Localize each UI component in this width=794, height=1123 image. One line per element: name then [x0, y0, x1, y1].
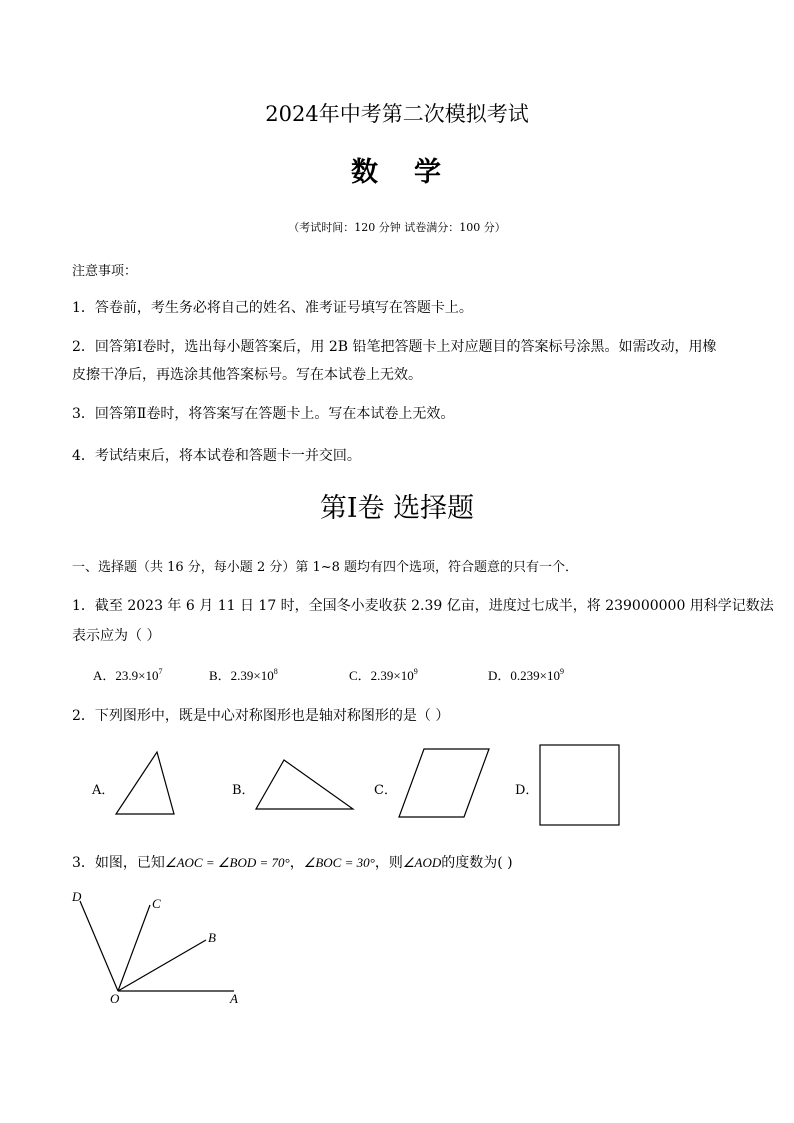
note-item-3: 3．回答第Ⅱ卷时，将答案写在答题卡上。写在本试卷上无效。 [72, 406, 455, 422]
q1-option-d-base: 0.239×10 [510, 668, 560, 683]
q1-option-a-exp: 7 [158, 667, 163, 676]
q2-figure-a-triangle [110, 748, 180, 820]
q3-sep: ， [289, 855, 304, 871]
q3-expr-2: ∠BOC = 30° [303, 855, 375, 870]
q2-figure-c-parallelogram [394, 745, 494, 821]
q1-option-a-label: A． [93, 668, 116, 683]
subject-title [0, 150, 794, 189]
subject-char-1: 数 [351, 157, 380, 188]
ray-od [80, 901, 118, 991]
note-item-1: 1．答卷前，考生务必将自己的姓名、准考证号填写在答题卡上。 [72, 300, 473, 316]
q1-line-2: 表示应为（ ） [72, 628, 161, 644]
ray-oc [118, 905, 150, 991]
point-label-o: O [110, 991, 120, 1006]
q2-option-d-label: D． [515, 783, 539, 798]
q1-option-d-exp: 9 [559, 667, 564, 676]
q3-expr-3: ∠AOD [402, 855, 442, 870]
note-item-2: 2．回答第Ⅰ卷时，选出每小题答案后，用 2B 铅笔把答题卡上对应题目的答案标号涂黑。如需改动，用橡 [72, 339, 717, 355]
section-instruction: 一、选择题（共 16 分，每小题 2 分）第 1~8 题均有四个选项，符合题意的只有一个． [72, 560, 579, 575]
q1-option-d [488, 665, 564, 684]
q1-option-b [209, 665, 278, 684]
q2-figure-d-square [536, 742, 624, 828]
q1-option-b-label: B． [209, 668, 231, 683]
q2-option-a-label: A． [92, 783, 115, 798]
note-item-2-cont: 皮擦干净后，再选涂其他答案标号。写在本试卷上无效。 [72, 367, 422, 383]
exam-title: 2024年中考第二次模拟考试 [265, 102, 529, 126]
q1-option-c-base: 2.39×10 [370, 668, 414, 683]
q2-text: 2．下列图形中，既是中心对称图形也是轴对称图形的是（ ） [72, 708, 450, 724]
q3-suffix: ，则 [374, 855, 403, 871]
point-label-c: C [152, 896, 161, 911]
q3-prefix: 3．如图，已知 [72, 855, 165, 871]
q3-text [72, 852, 513, 872]
q1-line-1: 1．截至 2023 年 6 月 11 日 17 时，全国冬小麦收获 2.39 亿亩，进度过七成半，将 239000000 用科学记数法 [72, 598, 774, 614]
notes-heading: 注意事项： [72, 264, 138, 279]
time-info: （考试时间：120 分钟 试卷满分：100 分） [288, 221, 506, 234]
point-label-b: B [208, 930, 216, 945]
q1-option-b-base: 2.39×10 [230, 668, 274, 683]
section-title: 第Ⅰ卷 选择题 [319, 493, 475, 524]
ray-ob [118, 940, 206, 991]
q1-option-a [93, 665, 162, 684]
q1-option-c-exp: 9 [413, 667, 418, 676]
q1-option-c [349, 665, 418, 684]
q3-angle-figure [60, 885, 260, 1010]
q3-expr-1: ∠AOC = ∠BOD = 70° [164, 855, 290, 870]
q3-tail: 的度数为( ) [441, 855, 513, 871]
q2-option-b-label: B． [232, 783, 255, 798]
q1-option-b-exp: 8 [273, 667, 278, 676]
point-label-a: A [230, 991, 238, 1006]
q2-figure-b-triangle [250, 755, 360, 815]
q1-option-d-label: D． [488, 668, 511, 683]
q2-option-c-label: C． [374, 783, 397, 798]
q1-option-a-base: 23.9×10 [115, 668, 159, 683]
point-label-d: D [72, 889, 82, 904]
subject-char-2: 学 [414, 157, 443, 188]
note-item-4: 4．考试结束后，将本试卷和答题卡一并交回。 [72, 448, 361, 464]
q1-option-c-label: C． [349, 668, 371, 683]
